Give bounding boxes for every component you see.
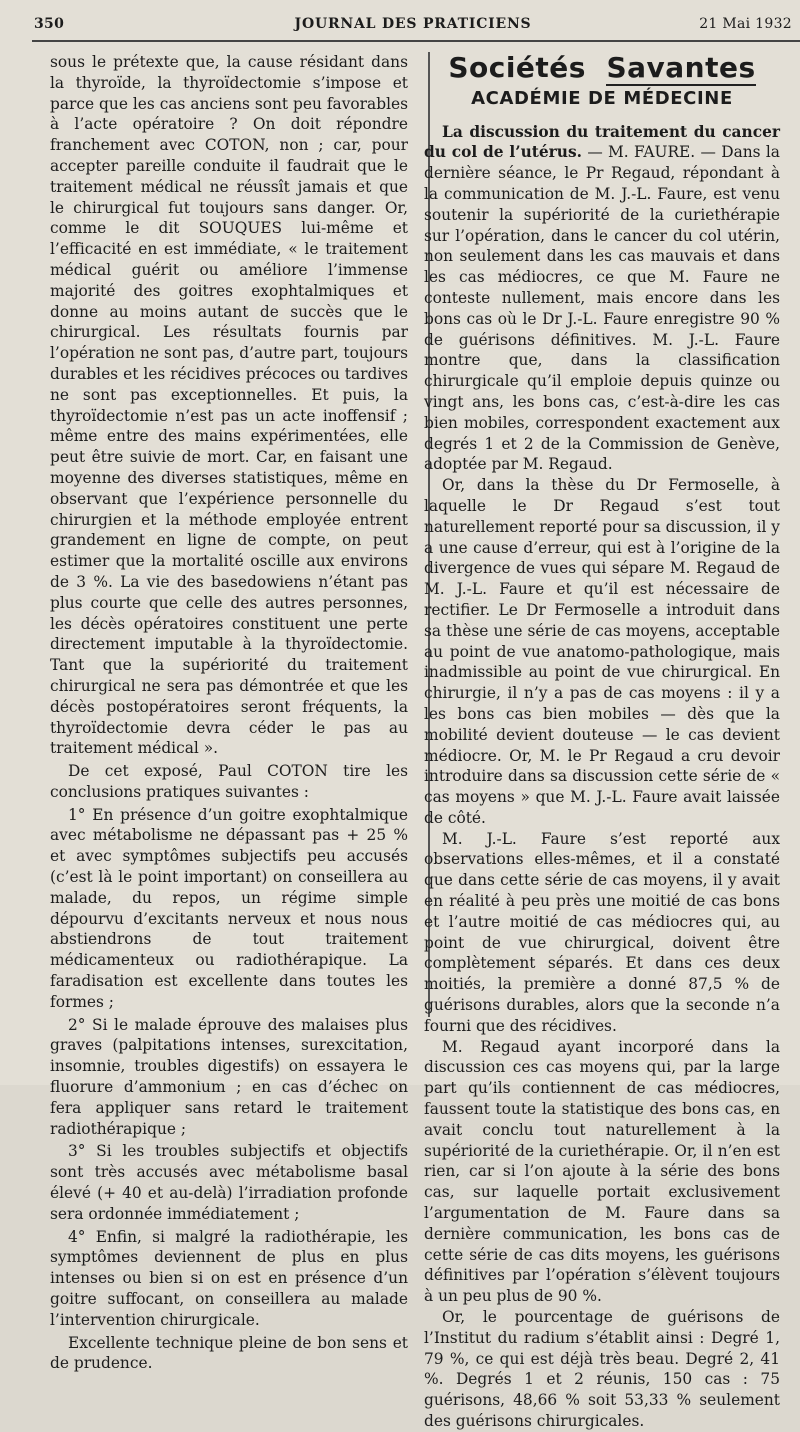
left-closing-paragraph: Excellente technique pleine de bon sens et de prudence. <box>50 1333 408 1373</box>
header-rule <box>32 40 800 42</box>
right-paragraph-4: M. Regaud ayant incorporé dans la discussion ces cas moyens qui, par la large part qu’ils contiennent de cas médiocres, faussent toute la statistique des bons cas, en avait conclu tout naturellement à la supériorité de la curiethérapie. Or, il n’en est rien, car si l’on ajoute à la série des bons cas, sur laquelle portait exclusivement l’argumentation de M. Faure dans sa dernière communication, les bons cas de cette série de cas dits moyens, les guérisons définitives par l’opération s’élèvent toujours à un peu plus de 90 %. <box>424 1037 780 1306</box>
conclusion-item-4: 4° Enfin, si malgré la radiothérapie, les symptômes deviennent de plus en plus intenses ou bien si on est en présence d’un goitre suffocant, on conseillera au malade l’intervention chirurgicale. <box>50 1227 408 1329</box>
right-column <box>424 52 780 1432</box>
left-column <box>50 52 408 1374</box>
page-number: 350 <box>34 16 65 32</box>
conclusion-item-3: 3° Si les troubles subjectifs et objectifs sont très accusés avec métabolisme basal élevé (+ 40 et au-delà) l’irradiation profonde sera ordonnée immédiatement ; <box>50 1142 408 1223</box>
section-title-word-2: Savantes <box>606 51 756 84</box>
right-paragraph-5: Or, le pourcentage de guérisons de l’Institut du radium s’établit ainsi : Degré 1, 79 %, ce qui est déjà très beau. Degré 2, 41 %. Degrés 1 et 2 réunis, 150 cas : 75 guérisons, 48,66 % soit 53,33 % seulement des guérisons chirurgicales. <box>424 1308 780 1430</box>
conclusion-item-2: 2° Si le malade éprouve des malaises plus graves (palpitations intenses, surexcitation, insomnie, troubles digestifs) on essayera le fluorure d’ammonium ; en cas d’échec on fera appliquer sans retard le traitement radiothérapique ; <box>50 1015 408 1138</box>
article-lead-text: — M. FAURE. — Dans la dernière séance, le Pr Regaud, répondant à la communication de M. J.-L. Faure, est venu soutenir la supériorité de la curiethérapie sur l’opération, dans le cancer du col utérin, non seulement dans les cas mauvais et dans les cas médiocres, ce que M. Faure ne conteste nullement, mais encore dans les bons cas où le Dr J.-L. Faure enregistre 90 % de guérisons définitives. M. J.-L. Faure montre que, dans la classification chirurgicale qu’il emploie depuis quinze ou vingt ans, les bons cas, c’est-à-dire les cas bien mobiles, correspondent exactement aux degrés 1 et 2 de la Commission de Genève, adoptée par M. Regaud. <box>424 143 780 474</box>
section-title <box>424 51 780 84</box>
left-paragraph-1: sous le prétexte que, la cause résidant dans la thyroïde, la thyroïdectomie s’impose et parce que les cas anciens sont peu favorables à l’acte opératoire ? On doit répondre franchement avec COTON, non ; car, pour accepter pareille conduite il faudrait que le traitement médical ne réussît jamais et que le chirurgical fut toujours sans danger. Or, comme le dit SOUQUES lui-même et l’efficacité en est immédiate, « le traitement médical guérit ou améliore l’immense majorité des goitres exophtalmiques et donne au moins autant de succès que le chirurgical. Les résultats fournis par l’opération ne sont pas, d’autre part, toujours durables et les récidives précoces ou tardives ne sont pas exceptionnelles. Et puis, la thyroïdectomie n’est pas un acte inoffensif ; même entre des mains expérimentées, elle peut être suivie de mort. Car, en faisant une moyenne des diverses statistiques, même en observant que l’expérience personnelle du chirurgien et la méthode employée entrent grandement en ligne de compte, on peut estimer que la mortalité oscille aux environs de 3 %. La vie des basedowiens n’étant pas plus courte que celle des autres personnes, les décès opératoires constituent une perte directement imputable à la thyroïdectomie. Tant que la supériorité du traitement chirurgical ne sera pas démontrée et que les décès postopératoires seront fréquents, la thyroïdectomie devra céder le pas au traitement médical ». <box>50 53 408 758</box>
right-paragraph-3: M. J.-L. Faure s’est reporté aux observations elles-mêmes, et il a constaté que dans cette série de cas moyens, il y avait en réalité à peu près une moitié de cas bons et l’autre moitié de cas médiocres qui, au point de vue chirurgical, doivent être complètement séparés. Et dans ces deux moitiés, la première a donné 87,5 % de guérisons durables, alors que la seconde n’a fourni que des récidives. <box>424 829 780 1035</box>
conclusion-item-1: 1° En présence d’un goitre exophtalmique avec métabolisme ne dépassant pas + 25 % et avec symptômes subjectifs peu accusés (c’est là le point important) on conseillera au malade, du repos, un régime simple dépourvu d’excitants nerveux et nous nous abstiendrons de tout traitement médicamenteux ou radiothérapique. La faradisation est excellente dans toutes les formes ; <box>50 805 408 1011</box>
journal-title: JOURNAL DES PRATICIENS <box>294 16 532 32</box>
article-heading: La discussion du traitement du cancer du col de l’utérus. <box>424 122 780 162</box>
right-paragraph-2: Or, dans la thèse du Dr Fermoselle, à laquelle le Dr Regaud s’est tout naturellement reporté pour sa discussion, il y a une cause d’erreur, qui est à l’origine de la divergence de vues qui sépare M. Regaud de M. J.-L. Faure et qu’il est nécessaire de rectifier. Le Dr Fermoselle a introduit dans sa thèse une série de cas moyens, acceptable au point de vue anatomo-pathologique, mais inadmissible au point de vue chirurgical. En chirurgie, il n’y a pas de cas moyens : il y a les bons cas bien mobiles — dès que la mobilité devient douteuse — le cas devient médiocre. Or, M. le Pr Regaud a cru devoir introduire dans sa discussion cette série de « cas moyens » que M. J.-L. Faure avait laissée de côté. <box>424 476 780 827</box>
right-lead-paragraph <box>424 122 780 476</box>
left-paragraph-2: De cet exposé, Paul COTON tire les conclusions pratiques suivantes : <box>50 762 408 801</box>
subsection-title: ACADÉMIE DE MÉDECINE <box>471 87 733 109</box>
issue-date: 21 Mai 1932 <box>699 16 792 32</box>
running-header <box>34 16 792 38</box>
section-title-word-1: Sociétés <box>448 51 586 84</box>
